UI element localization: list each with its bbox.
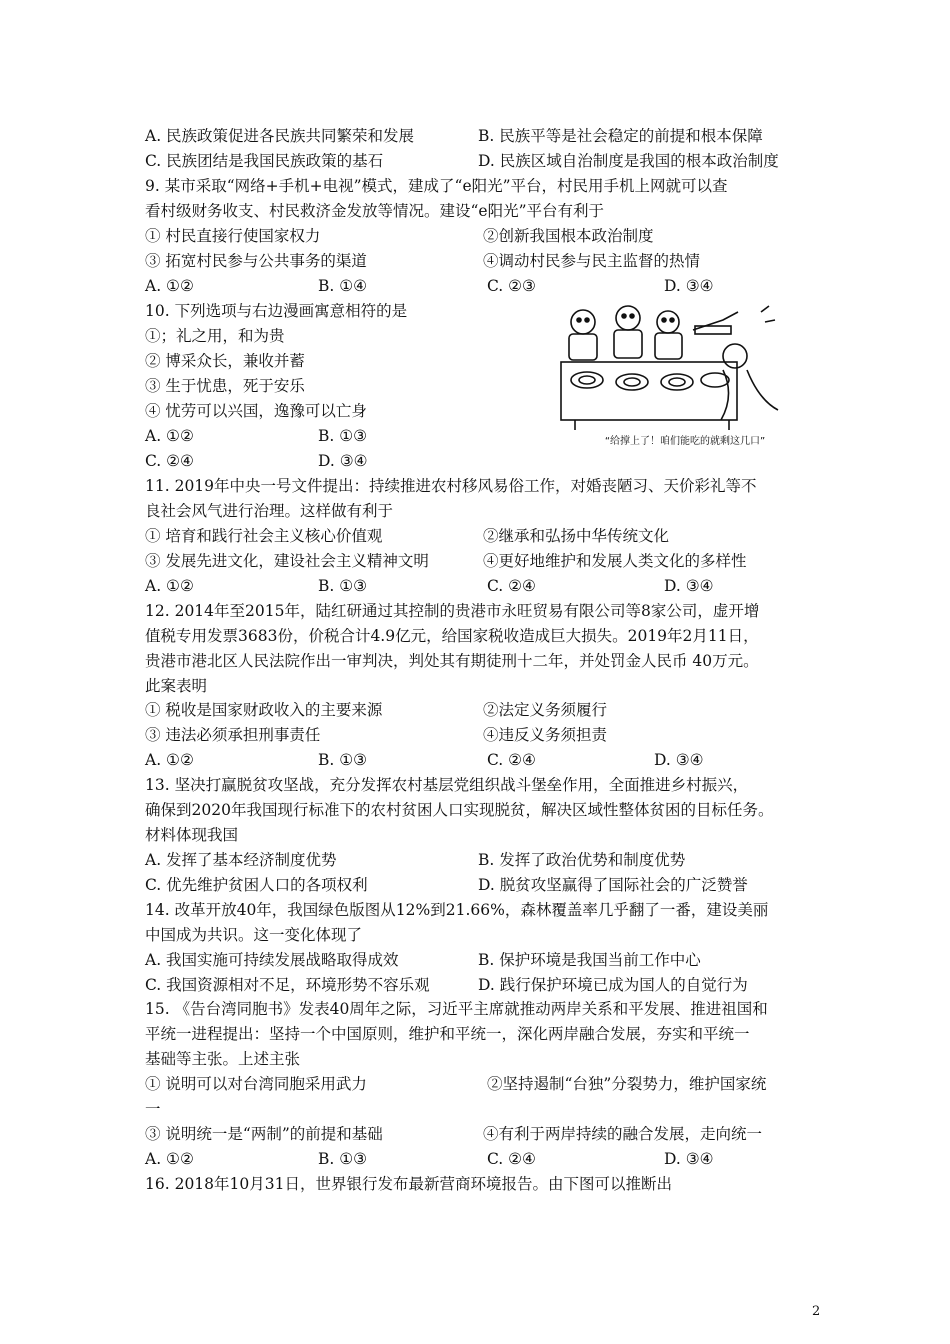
q9-statement-2: ②创新我国根本政治制度 bbox=[483, 227, 654, 245]
q15-statement-3: ③ 说明统一是“两制”的前提和基础 bbox=[145, 1125, 383, 1143]
q10-statement-3: ③ 生于忧患，死于安乐 bbox=[145, 377, 305, 395]
q14-stem-line1: 14. 改革开放40年，我国绿色版图从12%到21.66%，森林覆盖率几乎翻了一番，建设美丽 bbox=[145, 901, 769, 919]
q9-statement-1: ① 村民直接行使国家权力 bbox=[145, 227, 321, 245]
q9-option-a: A. ①② bbox=[145, 277, 194, 295]
q15-option-a: A. ①② bbox=[145, 1150, 194, 1168]
q15-option-b: B. ①③ bbox=[318, 1150, 368, 1168]
q9-option-d: D. ③④ bbox=[664, 277, 714, 295]
q15-option-d: D. ③④ bbox=[664, 1150, 714, 1168]
q11-statement-4: ④更好地维护和发展人类文化的多样性 bbox=[483, 552, 747, 570]
q15-statement-4: ④有利于两岸持续的融合发展，走向统一 bbox=[483, 1125, 763, 1143]
q10-statement-4: ④ 忧劳可以兴国，逸豫可以亡身 bbox=[145, 402, 367, 420]
q10-statement-2: ② 博采众长，兼收并蓄 bbox=[145, 352, 305, 370]
q12-statement-4: ④违反义务须担责 bbox=[483, 726, 608, 744]
q9-option-b: B. ①④ bbox=[318, 277, 368, 295]
q13-stem-line2: 确保到2020年我国现行标准下的农村贫困人口实现脱贫，解决区域性整体贫困的目标任务。 bbox=[145, 801, 774, 819]
q8-option-b: B. 民族平等是社会稳定的前提和根本保障 bbox=[478, 127, 763, 145]
q8-option-d: D. 民族区域自治制度是我国的根本政治制度 bbox=[478, 152, 779, 170]
q10-statement-1: ①；礼之用，和为贵 bbox=[145, 327, 285, 345]
q12-option-c: C. ②④ bbox=[487, 751, 536, 769]
cartoon-drawing bbox=[553, 300, 818, 450]
q11-statement-1: ① 培育和践行社会主义核心价值观 bbox=[145, 527, 383, 545]
q15-statement-2-wrap: 一 bbox=[145, 1100, 161, 1118]
q9-option-c: C. ②③ bbox=[487, 277, 536, 295]
q14-option-d: D. 践行保护环境已成为国人的自觉行为 bbox=[478, 976, 748, 994]
q14-stem-line2: 中国成为共识。这一变化体现了 bbox=[145, 926, 363, 944]
q13-option-c: C. 优先维护贫困人口的各项权利 bbox=[145, 876, 368, 894]
q15-statement-2: ②坚持遏制“台独”分裂势力，维护国家统 bbox=[487, 1075, 767, 1093]
q11-stem-line1: 11. 2019年中央一号文件提出：持续推进农村移风易俗工作，对婚丧陋习、天价彩礼等不 bbox=[145, 477, 757, 495]
q11-statement-2: ②继承和弘扬中华传统文化 bbox=[483, 527, 670, 545]
q11-statement-3: ③ 发展先进文化，建设社会主义精神文明 bbox=[145, 552, 429, 570]
q15-option-c: C. ②④ bbox=[487, 1150, 536, 1168]
q12-statement-3: ③ 违法必须承担刑事责任 bbox=[145, 726, 321, 744]
q8-option-c: C. 民族团结是我国民族政策的基石 bbox=[145, 152, 384, 170]
q12-stem-line4: 此案表明 bbox=[145, 677, 208, 695]
q15-stem-line2: 平统一进程提出：坚持一个中国原则，维护和平统一，深化两岸融合发展，夯实和平统一 bbox=[145, 1025, 750, 1043]
q9-stem-line1: 9. 某市采取“网络+手机+电视”模式，建成了“e阳光”平台，村民用手机上网就可以查 bbox=[145, 177, 728, 195]
q13-option-a: A. 发挥了基本经济制度优势 bbox=[145, 851, 337, 869]
q15-stem-line3: 基础等主张。上述主张 bbox=[145, 1050, 301, 1068]
q13-option-b: B. 发挥了政治优势和制度优势 bbox=[478, 851, 686, 869]
page-number: 2 bbox=[812, 1304, 821, 1319]
q10-stem: 10. 下列选项与右边漫画寓意相符的是 bbox=[145, 302, 408, 320]
q10-option-b: B. ①③ bbox=[318, 427, 368, 445]
q11-option-b: B. ①③ bbox=[318, 577, 368, 595]
q9-statement-4: ④调动村民参与民主监督的热情 bbox=[483, 252, 701, 270]
q12-option-b: B. ①③ bbox=[318, 751, 368, 769]
q12-option-d: D. ③④ bbox=[654, 751, 704, 769]
cartoon-caption: “给撑上了！咱们能吃的就剩这几口” bbox=[604, 436, 766, 447]
q12-statement-2: ②法定义务须履行 bbox=[483, 701, 608, 719]
q16-stem: 16. 2018年10月31日，世界银行发布最新营商环境报告。由下图可以推断出 bbox=[145, 1175, 672, 1193]
q13-stem-line3: 材料体现我国 bbox=[145, 826, 239, 844]
q12-stem-line1: 12. 2014年至2015年，陆红研通过其控制的贵港市永旺贸易有限公司等8家公司，虚开增 bbox=[145, 602, 760, 620]
q9-statement-3: ③ 拓宽村民参与公共事务的渠道 bbox=[145, 252, 367, 270]
q8-option-a: A. 民族政策促进各民族共同繁荣和发展 bbox=[145, 127, 415, 145]
q11-stem-line2: 良社会风气进行治理。这样做有利于 bbox=[145, 502, 394, 520]
q12-stem-line3: 贵港市港北区人民法院作出一审判决，判处其有期徒刑十二年，并处罚金人民币 40万元。 bbox=[145, 652, 759, 670]
q13-option-d: D. 脱贫攻坚赢得了国际社会的广泛赞誉 bbox=[478, 876, 748, 894]
q14-option-c: C. 我国资源相对不足，环境形势不容乐观 bbox=[145, 976, 430, 994]
q12-stem-line2: 值税专用发票3683份，价税合计4.9亿元，给国家税收造成巨大损失。2019年2月11日， bbox=[145, 627, 759, 645]
q11-option-c: C. ②④ bbox=[487, 577, 536, 595]
q9-stem-line2: 看村级财务收支、村民救济金发放等情况。建设“e阳光”平台有利于 bbox=[145, 202, 605, 220]
q15-stem-line1: 15. 《告台湾同胞书》发表40周年之际，习近平主席就推动两岸关系和平发展、推进祖国和 bbox=[145, 1000, 768, 1018]
q13-stem-line1: 13. 坚决打赢脱贫攻坚战，充分发挥农村基层党组织战斗堡垒作用，全面推进乡村振兴， bbox=[145, 776, 749, 794]
q10-option-a: A. ①② bbox=[145, 427, 194, 445]
q10-option-d: D. ③④ bbox=[318, 452, 368, 470]
q11-option-d: D. ③④ bbox=[664, 577, 714, 595]
q12-statement-1: ① 税收是国家财政收入的主要来源 bbox=[145, 701, 383, 719]
q14-option-a: A. 我国实施可持续发展战略取得成效 bbox=[145, 951, 399, 969]
q14-option-b: B. 保护环境是我国当前工作中心 bbox=[478, 951, 701, 969]
cartoon-illustration bbox=[553, 300, 818, 450]
q10-option-c: C. ②④ bbox=[145, 452, 194, 470]
q12-option-a: A. ①② bbox=[145, 751, 194, 769]
q15-statement-1: ① 说明可以对台湾同胞采用武力 bbox=[145, 1075, 367, 1093]
q11-option-a: A. ①② bbox=[145, 577, 194, 595]
